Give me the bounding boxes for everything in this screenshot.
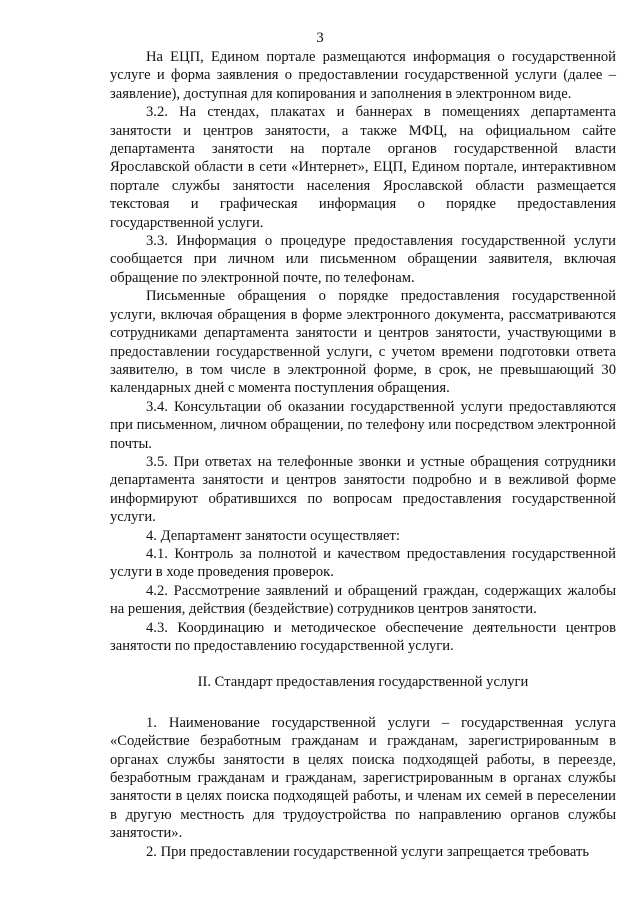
paragraph-4: 4. Департамент занятости осуществляет: bbox=[146, 527, 400, 544]
paragraph-prohibitions: 2. При предоставлении государственной услуги запрещается требовать bbox=[146, 843, 589, 860]
paragraph-written-requests: Письменные обращения о порядке предоставления государственной услуги, включая обращения в форме электронного документа, рассматриваются сотрудниками департамента занятости и центров занятости, участвующими в предоставлении государственной услуги, с учетом времени подготовки ответа заявителю, в том числе в электронной форме, в срок, не превышающий 30 календарных дней с момента поступления обращения. bbox=[110, 288, 616, 397]
section-heading: II. Стандарт предоставления государственной услуги bbox=[197, 674, 529, 691]
paragraph-4-1: 4.1. Контроль за полнотой и качеством предоставления государственной услуги в ходе проведения проверок. bbox=[110, 545, 616, 581]
document-body bbox=[110, 48, 616, 861]
paragraph-3-3: 3.3. Информация о процедуре предоставления государственной услуги сообщается при личном или письменном обращении заявителя, включая обращение по электронной почте, по телефонам. bbox=[110, 233, 616, 286]
paragraph-3-4: 3.4. Консультации об оказании государственной услуги предоставляются при письменном, личном обращении, по телефону или посредством электронной почты. bbox=[110, 398, 616, 452]
page-number: 3 bbox=[316, 30, 324, 46]
paragraph-3-2: 3.2. На стендах, плакатах и баннерах в помещениях департамента занятости и центров занятости, а также МФЦ, на официальном сайте департамента занятости на портале органов государственной власти Ярославской области в сети «Интернет», ЕЦП, Едином портале, интерактивном портале службы занятости населения Ярославской области размещается текстовая и графическая информация о порядке предоставления государственной услуги. bbox=[110, 104, 616, 231]
paragraph-4-3: 4.3. Координацию и методическое обеспечение деятельности центров занятости по предоставлению государственной услуги. bbox=[110, 619, 616, 654]
paragraph-4-2: 4.2. Рассмотрение заявлений и обращений граждан, содержащих жалобы на решения, действия (бездействие) сотрудников центров занятости. bbox=[110, 582, 616, 618]
paragraph-service-name: 1. Наименование государственной услуги – государственная услуга «Содействие безработным гражданам и гражданам, зарегистрированным в органах службы занятости в целях поиска подходящей работы, в переезде, безработным гражданам и гражданам, зарегистрированным в органах службы занятости в целях поиска подходящей работы, и членам их семей в переселении в другую местность для трудоустройства по направлению органов службы занятости». bbox=[110, 714, 616, 842]
paragraph-epc-info: На ЕЦП, Едином портале размещаются информация о государственной услуге и форма заявления о предоставлении государственной услуги (далее – заявление), доступная для копирования и заполнения в электронном виде. bbox=[110, 49, 616, 102]
paragraph-3-5: 3.5. При ответах на телефонные звонки и устные обращения сотрудники департамента занятости и центров занятости подробно и в вежливой форме информируют обратившихся по вопросам предоставления государственной услуги. bbox=[110, 453, 616, 526]
